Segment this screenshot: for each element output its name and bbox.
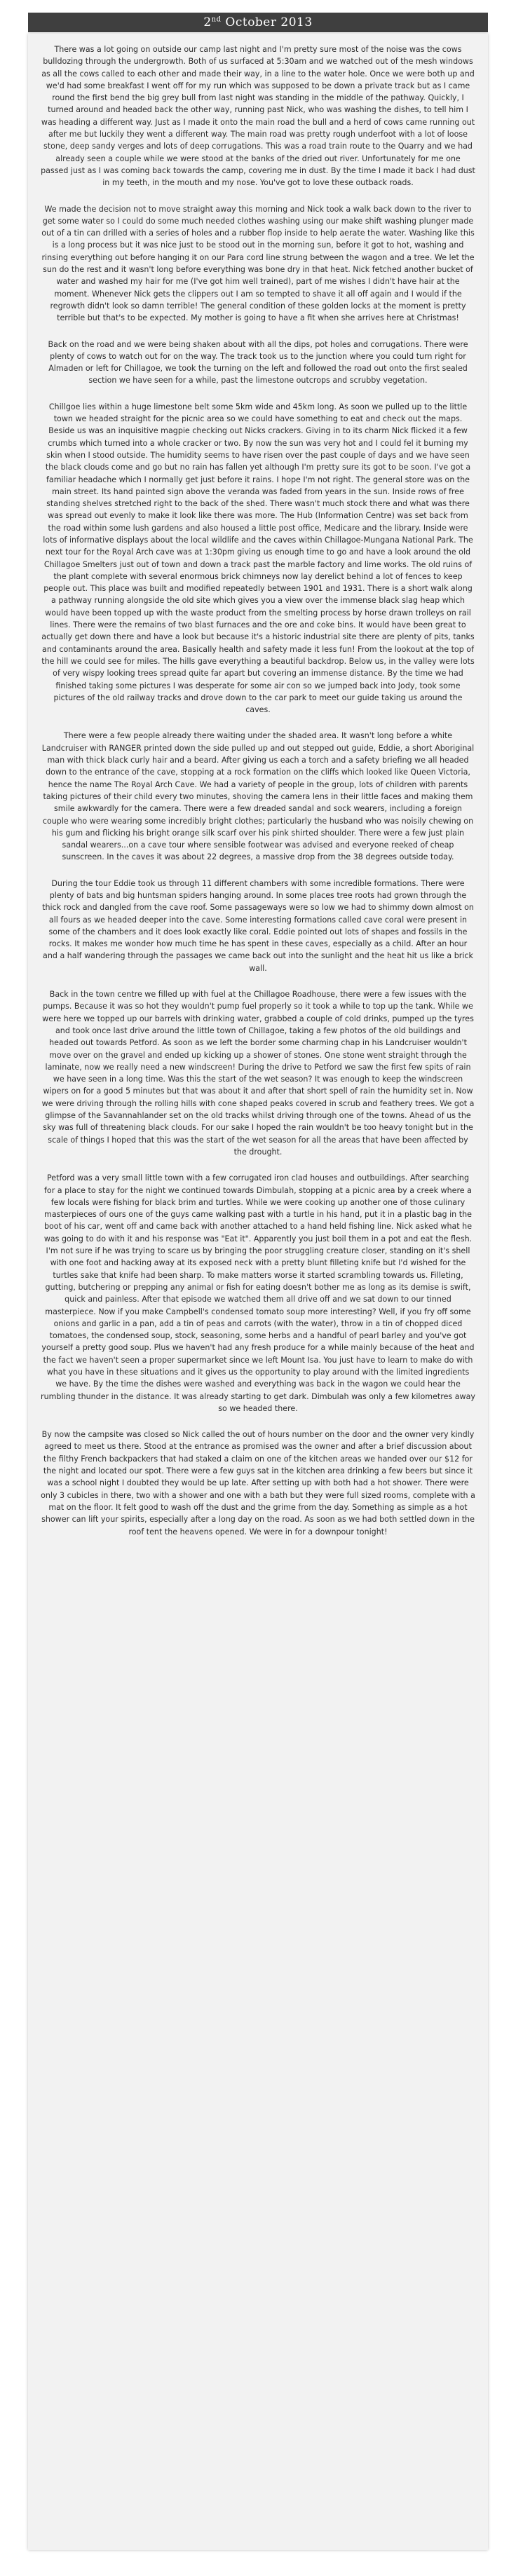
- paragraph-morning-run: There was a lot going on outside our camp last night and I'm pretty sure most of the noise was the cows bulldozing through the undergrowth. Both of us surfaced at 5:30am and we watched out of the mesh windows as all the cows called to each other and made their way, in a line to the water hole. Once we were both up and we'd had some breakfast I went off for my run which was supposed to be down a private track but as I came round the first bend the big grey bull from last night was standing in the middle of the pathway. Quickly, I turned around and headed back the other way, running past Nick, who was washing the dishes, to tell him I was heading a different way. Just as I made it onto the main road the bull and a herd of cows came running out after me but luckily they went a different way. The main road was pretty rough underfoot with a lot of loose stone, deep sandy verges and lots of deep corrugations. This was a road train route to the Quarry and we had already seen a couple while we were stood at the banks of the dried out river. Unfortunately for me one passed just as I was coming back towards the camp, covering me in dust. By the time I made it back I had dust in my teeth, in the mouth and my nose. You've got to love these outback roads.: [41, 45, 475, 188]
- paragraph-dimbulah-campsite: By now the campsite was closed so Nick called the out of hours number on the door and the owner very kindly agreed to meet us there. Stood at the entrance as promised was the owner and after a brief discussion about the filthy French backpackers that had staked a claim on one of the kitchen areas we handed over our $12 for the night and located our spot. There were a few guys sat in the kitchen area drinking a few beers but since it was a school night I doubted they would be up late. After setting up with both had a hot shower. There were only 3 cubicles in there, two with a shower and one with a bath but they were full sized rooms, complete with a mat on the floor. It felt good to wash off the dust and the grime from the day. Something as simple as a hot shower can lift your spirits, especially after a long day on the road. As soon as we had both settled down in the roof tent the heavens opened. We were in for a downpour tonight!: [41, 1430, 475, 1536]
- journal-entry-body: [41, 43, 475, 2540]
- paragraph-road-to-chillagoe: Back on the road and we were being shaken about with all the dips, pot holes and corrugations. There were plenty of cows to watch out for on the way. The track took us to the junction where you could turn right for Almaden or left for Chillagoe, we took the turning on the left and followed the road out onto the first sealed section we have seen for a while, past the limestone outcrops and scrubby vegetation.: [48, 339, 468, 386]
- date-ordinal-suffix: nd: [211, 15, 222, 24]
- journal-entry-sheet: [28, 34, 488, 2550]
- date-title-bar: [28, 13, 488, 32]
- date-title: 2nd October 2013: [203, 15, 313, 29]
- paragraph-chillagoe-town: Chillgoe lies within a huge limestone belt some 5km wide and 45km long. As soon we pulled up to the little town we headed straight for the picnic area so we could have something to eat and check out the maps. Beside us was an inquisitive magpie checking out Nicks crackers. Giving in to its charm Nick flicked it a few crumbs which turned into a whole cracker or two. By now the sun was very hot and I could fel it burning my skin when I stood outside. The humidity seems to have risen over the past couple of days and we have seen the black clouds come and go but no rain has fallen yet although I'm pretty sure its got to be soon. I've got a familiar headache which I normally get just before it rains. I hope I'm not right. The general store was on the main street. Its hand painted sign above the veranda was faded from years in the sun. Inside rows of free standing shelves stretched right to the back of the shed. There wasn't much stock there and what was there was spread out evenly to make it look like there was more. The Hub (Information Centre) was set back from the road within some lush gardens and also housed a little post office, Medicare and the library. Inside were lots of informative displays about the local wildlife and the caves within Chillagoe-Mungana National Park. The next tour for the Royal Arch cave was at 1:30pm giving us enough time to go and have a look around the old Chillagoe Smelters just out of town and down a track past the marble factory and lime works. The old ruins of the plant complete with several enormous brick chimneys now lay derelict behind a lot of fences to keep people out. This place was built and modified repeatedly between 1901 and 1931. There is a short walk along a pathway running alongside the old site which gives you a view over the immense black slag heap which would have been topped up with the waste product from the smelting process by horse drawn trolleys on rail lines. There were the remains of two blast furnaces and the ore and coke bins. It would have been great to actually get down there and have a look but because it's a historic industrial site there are plenty of pits, tanks and contaminants around the area. Basically health and safety made it less fun! From the lookout at the top of the hill we could see for miles. The hills gave everything a beautiful backdrop. Below us, in the valley were lots of very wispy looking trees spread quite far apart but covering an immense distance. By the time we had finished taking some pictures I was desperate for some air con so we jumped back into Jody, took some pictures of the old railway tracks and drove down to the car park to meet our guide taking us around the caves.: [41, 402, 475, 715]
- paragraph-drive-to-petford: Back in the town centre we filled up with fuel at the Chillagoe Roadhouse, there were a few issues with the pumps. Because it was so hot they wouldn't pump fuel properly so it took a while to top up the tank. While we were here we topped up our barrels with drinking water, grabbed a couple of cold drinks, pumped up the tyres and took once last drive around the little town of Chillagoe, taking a few photos of the old buildings and headed out towards Petford. As soon as we left the border some charming chap in his Landcruiser wouldn't move over on the gravel and ended up kicking up a shower of stones. One stone went straight through the laminate, now we really need a new windscreen! During the drive to Petford we saw the first few spits of rain we have seen in a long time. Was this the start of the wet season? It was enough to keep the windscreen wipers on for a good 5 minutes but that was about it and after that short spell of rain the humidity set in. Now we were driving through the rolling hills with cone shaped peaks covered in scrub and feathery trees. We got a glimpse of the Savannahlander set on the old tracks whilst driving through one of the towns. Ahead of us the sky was full of threatening black clouds. For our sake I hoped the rain wouldn't be too heavy tonight but in the scale of things I hoped that this was the start of the wet season for all the areas that have been affected by the drought.: [41, 990, 475, 1157]
- paragraph-cave-chambers: During the tour Eddie took us through 11 different chambers with some incredible formations. There were plenty of bats and big huntsman spiders hanging around. In some places tree roots had grown through the thick rock and dangled from the cave roof. Some passageways were so low we had to shimmy down almost on all fours as we headed deeper into the cave. Some interesting formations called cave coral were present in some of the chambers and it does look exactly like coral. Eddie pointed out lots of shapes and fossils in the rocks. It makes me wonder how much time he has spent in these caves, especially as a child. After an hour and a half wandering through the passages we came back out into the sunlight and the heat hit us like a brick wall.: [42, 878, 474, 973]
- paragraph-petford-turtles: Petford was a very small little town with a few corrugated iron clad houses and outbuildings. After searching for a place to stay for the night we continued towards Dimbulah, stopping at a picnic area by a creek where a few locals were fishing for black brim and turtles. While we were cooking up another one of those culinary masterpieces of ours one of the guys came walking past with a turtle in his hand, put it in a plastic bag in the boot of his car, went off and came back with another attached to a hand held fishing line. Nick asked what he was going to do with it and his response was "Eat it". Apparently you just boil them in a pot and eat the flesh. I'm not sure if he was trying to scare us by bringing the poor struggling creature closer, standing on it's shell with one foot and hacking away at its exposed neck with a pretty blunt filleting knife but I'd wished for the turtles sake that knife had been sharp. To make matters worse it started scrambling towards us. Filleting, gutting, butchering or prepping any animal or fish for eating doesn't bother me as long as its demise is swift, quick and painless. After that episode we watched them all drive off and we sat down to our tinned masterpiece. Now if you make Campbell's condensed tomato soup more interesting? Well, if you fry off some onions and garlic in a pan, add a tin of peas and carrots (with the water), throw in a tin of chopped diced tomatoes, the condensed soup, stock, seasoning, some herbs and a handful of pearl barley and you've got yourself a pretty good soup. Plus we haven't had any fresh produce for a while mainly because of the heat and the fact we haven't seen a proper supermarket since we left Mount Isa. You just have to learn to make do with what you have in these situations and it gives us the opportunity to play around with the limited ingredients we have. By the time the dishes were washed and everything was back in the wagon we could hear the rumbling thunder in the distance. It was already starting to get dark. Dimbulah was only a few kilometres away so we headed there.: [41, 1173, 475, 1413]
- paragraph-washing: We made the decision not to move straight away this morning and Nick took a walk back down to the river to get some water so I could do some much needed clothes washing using our make shift washing plunger made out of a tin can drilled with a series of holes and a rubber flop inside to help aerate the water. Washing like this is a long process but it was nice just to be stood out in the morning sun, before it got to hot, washing and rinsing everything out before hanging it on our Para cord line strung between the wagon and a tree. We let the sun do the rest and it wasn't long before everything was bone dry in that heat. Nick fetched another bucket of water and washed my hair for me (I've got him well trained), part of me wishes I didn't have hair at the moment. Whenever Nick gets the clippers out I am so tempted to shave it all off again and I would if the regrowth didn't look so damn terrible! The general condition of these golden locks at the moment is pretty terrible but that's to be expected. My mother is going to have a fit when she arrives here at Christmas!: [41, 204, 475, 323]
- paragraph-cave-tour-group: There were a few people already there waiting under the shaded area. It wasn't long before a white Landcruiser with RANGER printed down the side pulled up and out stepped out guide, Eddie, a short Aboriginal man with thick black curly hair and a beard. After giving us each a torch and a safety briefing we all headed down to the entrance of the cave, stopping at a rock formation on the cliffs which looked like Queen Victoria, hence the name The Royal Arch Cave. We had a variety of people in the group, lots of children with parents taking pictures of their child every two minutes, shoving the camera lens in their little faces and making them smile awkwardly for the camera. There were a few dreaded sandal and sock wearers, including a foreign couple who were wearing some incredibly bright clothes; particularly the husband who was noisily chewing on his gum and flicking his bright orange silk scarf over his pink shirted shoulder. There were a few just plain sandal wearers...on a cave tour where sensible footwear was advised and everyone reeked of cheap sunscreen. In the caves it was about 22 degrees, a massive drop from the 38 degrees outside today.: [41, 731, 475, 862]
